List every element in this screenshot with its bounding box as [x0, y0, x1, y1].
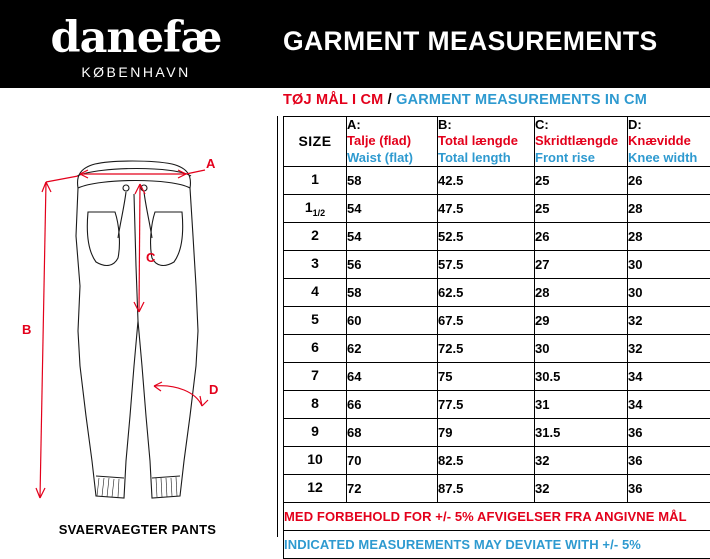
cell-size: 2: [284, 222, 347, 250]
table-row: [284, 166, 710, 194]
cell-size: 4: [284, 278, 347, 306]
cell-a: 66: [347, 390, 438, 418]
cell-a: 58: [347, 166, 438, 194]
cell-a: 68: [347, 418, 438, 446]
cell-c: 32: [535, 474, 628, 502]
cell-size: 9: [284, 418, 347, 446]
cell-b: 67.5: [438, 306, 535, 334]
cell-b: 47.5: [438, 194, 535, 222]
cell-d: 32: [628, 306, 710, 334]
table-row: [284, 446, 710, 474]
measurements-table-wrap: [283, 116, 710, 559]
note-english: INDICATED MEASUREMENTS MAY DEVIATE WITH +/- 5%: [284, 530, 710, 558]
label-c: C: [146, 250, 156, 265]
column-header-b: B: Total længde Total length: [438, 117, 535, 167]
cell-c: 25: [535, 194, 628, 222]
table-row: [284, 474, 710, 502]
note-danish: MED FORBEHOLD FOR +/- 5% AFVIGELSER FRA ANGIVNE MÅL: [284, 502, 710, 530]
cell-c: 29: [535, 306, 628, 334]
cell-c: 27: [535, 250, 628, 278]
brand-block: [0, 0, 272, 88]
cell-a: 64: [347, 362, 438, 390]
cell-d: 32: [628, 334, 710, 362]
table-row: [284, 418, 710, 446]
cell-d: 28: [628, 222, 710, 250]
note-row-english: [284, 530, 710, 558]
cell-c: 30.5: [535, 362, 628, 390]
table-header-row: [284, 117, 710, 167]
cell-c: 26: [535, 222, 628, 250]
cell-d: 26: [628, 166, 710, 194]
subtitle-bar: [283, 92, 710, 114]
cell-b: 87.5: [438, 474, 535, 502]
column-header-a: A: Talje (flad) Waist (flat): [347, 117, 438, 167]
cell-d: 34: [628, 362, 710, 390]
subtitle-separator: /: [383, 92, 396, 108]
table-row: [284, 250, 710, 278]
cell-d: 36: [628, 418, 710, 446]
subtitle-english: GARMENT MEASUREMENTS IN CM: [396, 92, 647, 108]
page-header: [0, 0, 710, 88]
cell-a: 60: [347, 306, 438, 334]
cell-b: 62.5: [438, 278, 535, 306]
cell-b: 82.5: [438, 446, 535, 474]
table-row: [284, 334, 710, 362]
brand-subtitle: KØBENHAVN: [0, 64, 272, 80]
illustration-caption: SVAERVAEGTER PANTS: [0, 522, 275, 537]
cell-b: 75: [438, 362, 535, 390]
cell-size: 3: [284, 250, 347, 278]
cell-a: 70: [347, 446, 438, 474]
brand-name: danefæ: [0, 17, 272, 60]
cell-c: 28: [535, 278, 628, 306]
pants-drawing: [0, 116, 275, 516]
panel-divider: [277, 116, 278, 537]
cell-b: 57.5: [438, 250, 535, 278]
table-row: [284, 278, 710, 306]
cell-size: $1_{1/2}$: [284, 194, 347, 222]
cell-size: 12: [284, 474, 347, 502]
garment-illustration: [0, 116, 275, 537]
cell-size: 5: [284, 306, 347, 334]
page-title: GARMENT MEASUREMENTS: [283, 26, 658, 57]
cell-c: 31.5: [535, 418, 628, 446]
cell-c: 32: [535, 446, 628, 474]
cell-b: 77.5: [438, 390, 535, 418]
cell-a: 56: [347, 250, 438, 278]
cell-size: 8: [284, 390, 347, 418]
cell-b: 72.5: [438, 334, 535, 362]
cell-d: 36: [628, 446, 710, 474]
cell-b: 42.5: [438, 166, 535, 194]
cell-b: 79: [438, 418, 535, 446]
column-header-size: SIZE: [284, 117, 347, 167]
cell-d: 34: [628, 390, 710, 418]
label-b: B: [22, 322, 31, 337]
column-header-d: D: Knævidde Knee width: [628, 117, 710, 167]
label-d: D: [209, 382, 218, 397]
cell-d: 36: [628, 474, 710, 502]
cell-size: 1: [284, 166, 347, 194]
cell-size: 7: [284, 362, 347, 390]
cell-c: 25: [535, 166, 628, 194]
label-a: A: [206, 156, 216, 171]
measurements-table: [283, 116, 710, 559]
cell-d: 28: [628, 194, 710, 222]
note-row-danish: [284, 502, 710, 530]
cell-size: 10: [284, 446, 347, 474]
cell-a: 58: [347, 278, 438, 306]
column-header-c: C: Skridtlængde Front rise: [535, 117, 628, 167]
cell-a: 62: [347, 334, 438, 362]
table-row: [284, 222, 710, 250]
subtitle-danish: TØJ MÅL I CM: [283, 92, 383, 108]
cell-a: 72: [347, 474, 438, 502]
cell-d: 30: [628, 250, 710, 278]
table-row: [284, 306, 710, 334]
cell-c: 31: [535, 390, 628, 418]
cell-size: 6: [284, 334, 347, 362]
table-row: [284, 194, 710, 222]
cell-a: 54: [347, 194, 438, 222]
cell-d: 30: [628, 278, 710, 306]
table-row: [284, 362, 710, 390]
cell-a: 54: [347, 222, 438, 250]
cell-b: 52.5: [438, 222, 535, 250]
cell-c: 30: [535, 334, 628, 362]
table-row: [284, 390, 710, 418]
